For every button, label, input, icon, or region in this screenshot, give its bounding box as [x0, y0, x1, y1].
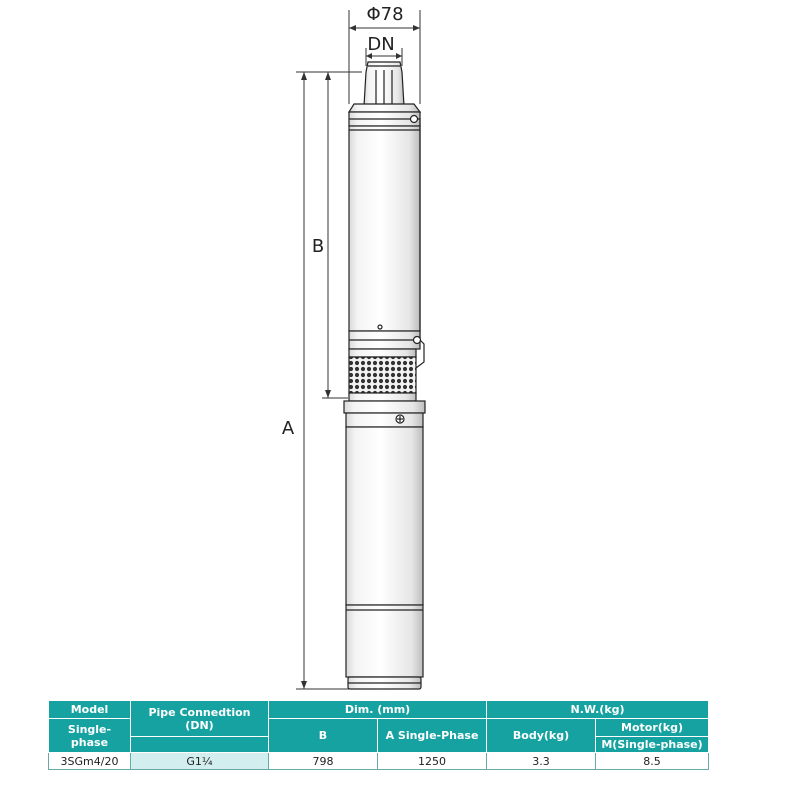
- specification-table: [48, 700, 709, 770]
- cell-dim-a: 1250: [378, 753, 487, 770]
- header-motor-single-phase: M(Single-phase): [596, 737, 709, 753]
- table-row: [49, 753, 709, 770]
- outlet-label: DN: [367, 34, 395, 55]
- header-single-phase: Single-phase: [49, 719, 131, 753]
- header-dim-b: B: [269, 719, 378, 753]
- cell-dim-b: 798: [269, 753, 378, 770]
- header-net-weight: N.W.(kg): [487, 701, 709, 719]
- header-body-weight: Body(kg): [487, 719, 596, 753]
- header-pipe-spacer: [131, 737, 269, 753]
- outer-diameter-label: Φ78: [366, 4, 404, 25]
- cell-motor-weight: 8.5: [596, 753, 709, 770]
- header-dimensions: Dim. (mm): [269, 701, 487, 719]
- body-length-dimension: [312, 72, 350, 398]
- header-motor-weight: Motor(kg): [596, 719, 709, 737]
- cell-body-weight: 3.3: [487, 753, 596, 770]
- pump-illustration: [344, 62, 425, 689]
- overall-length-label: A: [281, 418, 295, 439]
- outlet-dimension: [366, 34, 402, 66]
- header-model: Model: [49, 701, 131, 719]
- cell-model: 3SGm4/20: [49, 753, 131, 770]
- header-dim-a: A Single-Phase: [378, 719, 487, 753]
- cell-pipe: G1¼: [131, 753, 269, 770]
- header-pipe-connection: Pipe Connedtion (DN): [131, 701, 269, 737]
- body-length-label: B: [311, 236, 325, 257]
